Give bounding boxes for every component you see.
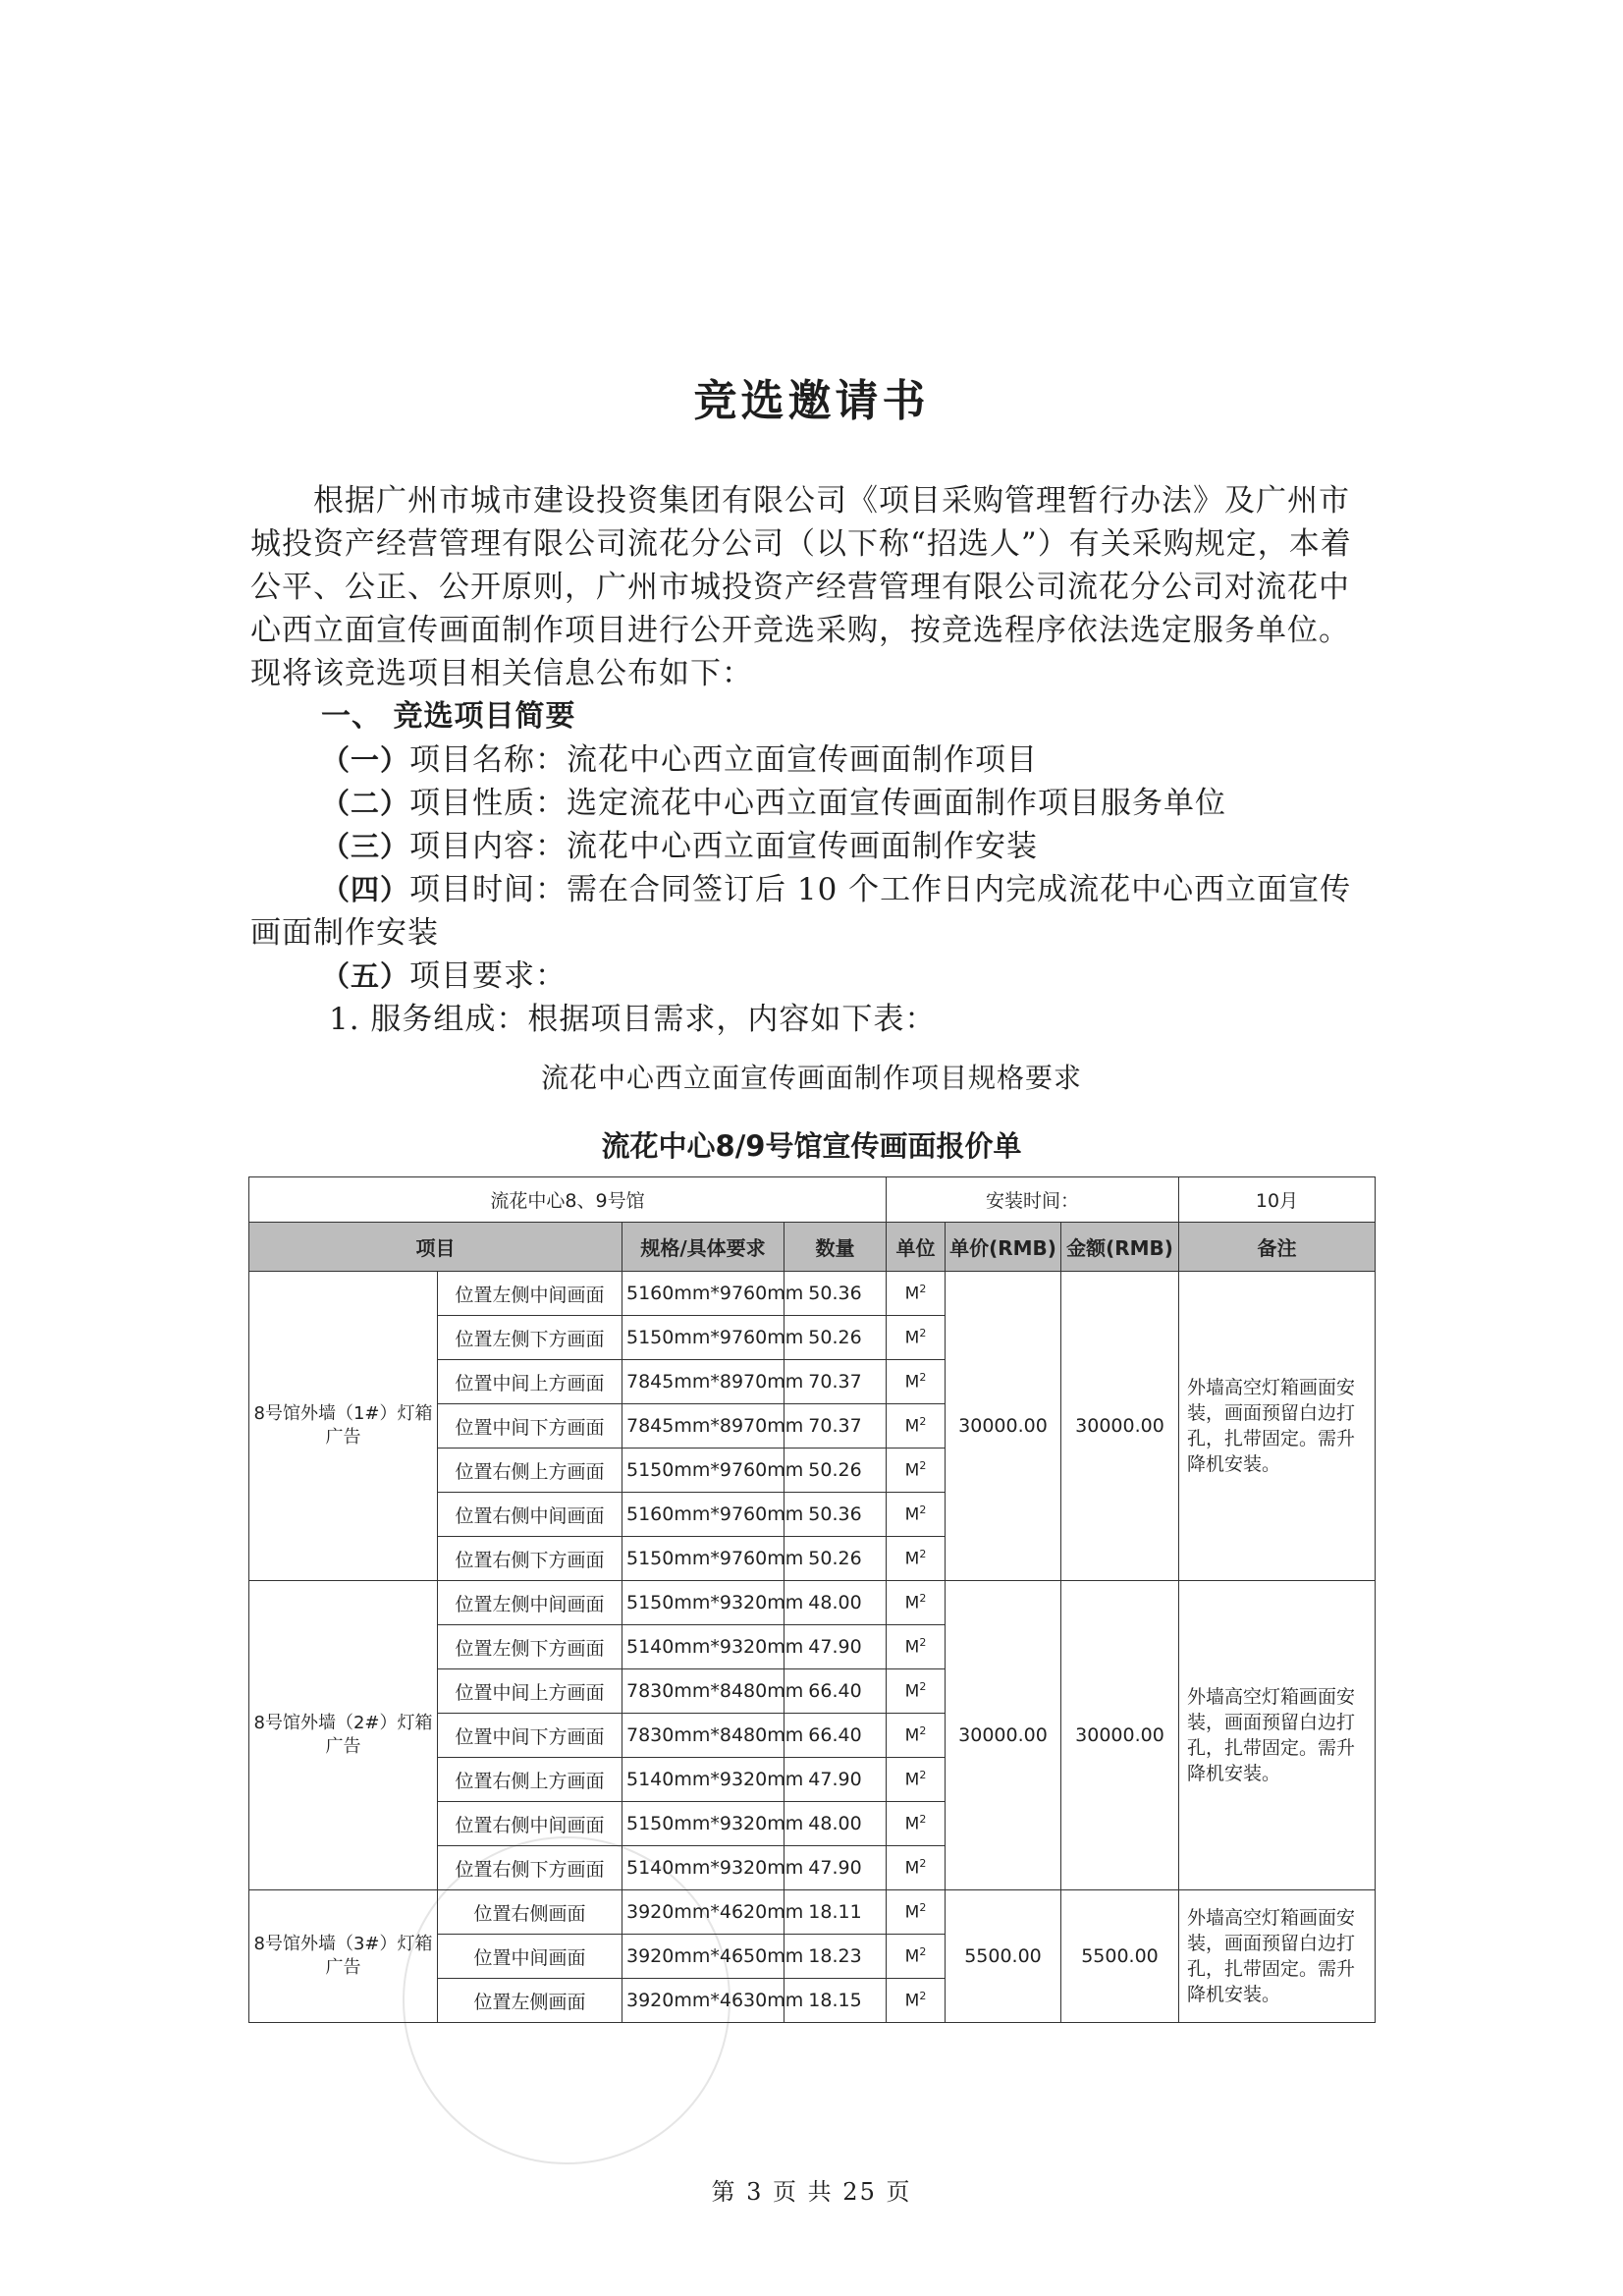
position-cell: 位置右侧中间画面 xyxy=(438,1802,622,1846)
unit-cell xyxy=(887,1802,946,1846)
table-row xyxy=(249,1272,1376,1316)
unit-cell xyxy=(887,1272,946,1316)
remark-cell: 外墙高空灯箱画面安装，画面预留白边打孔，扎带固定。需升降机安装。 xyxy=(1179,1581,1376,1890)
spec-cell: 5150mm*9760mm xyxy=(622,1449,784,1493)
project-item-5 xyxy=(250,955,1380,998)
unit-superscript: 2 xyxy=(919,1990,927,2003)
qty-cell: 47.90 xyxy=(784,1625,887,1669)
unit-superscript: 2 xyxy=(919,1283,927,1296)
price-cell: 30000.00 xyxy=(946,1272,1061,1581)
venue-cell: 流花中心8、9号馆 xyxy=(249,1177,887,1223)
unit-superscript: 2 xyxy=(919,1636,927,1650)
spec-cell: 7830mm*8480mm xyxy=(622,1669,784,1714)
unit-cell xyxy=(887,1625,946,1669)
item-label: （二） xyxy=(321,787,410,820)
position-cell: 位置左侧中间画面 xyxy=(438,1272,622,1316)
unit-cell xyxy=(887,1360,946,1404)
quote-table-title: 流花中心8/9号馆宣传画面报价单 xyxy=(601,1129,1022,1163)
header-price: 单价(RMB) xyxy=(946,1223,1061,1272)
table-row xyxy=(249,1581,1376,1625)
unit-superscript: 2 xyxy=(919,1857,927,1871)
qty-cell: 50.26 xyxy=(784,1449,887,1493)
item-text: 项目要求： xyxy=(409,958,568,994)
qty-cell: 48.00 xyxy=(784,1581,887,1625)
unit-text: M xyxy=(904,1328,920,1348)
item-text: 项目时间：需在合同签订后 10 个工作日内完成流花中心西立面宣传画面制作安装 xyxy=(250,872,1352,951)
unit-text: M xyxy=(904,1416,920,1437)
spec-cell: 7845mm*8970mm xyxy=(622,1404,784,1449)
qty-cell: 70.37 xyxy=(784,1360,887,1404)
spec-cell: 3920mm*4620mm xyxy=(622,1890,784,1935)
unit-text: M xyxy=(904,1284,920,1304)
spec-cell: 7830mm*8480mm xyxy=(622,1714,784,1758)
project-item-1 xyxy=(250,738,1380,782)
qty-cell: 50.36 xyxy=(784,1272,887,1316)
document-body xyxy=(250,479,1380,1041)
qty-cell: 70.37 xyxy=(784,1404,887,1449)
unit-text: M xyxy=(904,1372,920,1393)
unit-superscript: 2 xyxy=(919,1459,927,1473)
header-item: 项目 xyxy=(249,1223,622,1272)
unit-text: M xyxy=(904,1593,920,1613)
page-footer: 第 3 页 共 25 页 xyxy=(711,2178,912,2206)
position-cell: 位置右侧中间画面 xyxy=(438,1493,622,1537)
position-cell: 位置中间下方画面 xyxy=(438,1714,622,1758)
spec-cell: 5140mm*9320mm xyxy=(622,1846,784,1890)
position-cell: 位置右侧上方画面 xyxy=(438,1449,622,1493)
unit-superscript: 2 xyxy=(919,1945,927,1959)
amount-cell: 30000.00 xyxy=(1061,1581,1179,1890)
position-cell: 位置中间上方画面 xyxy=(438,1360,622,1404)
header-unit: 单位 xyxy=(887,1223,946,1272)
unit-cell xyxy=(887,1935,946,1979)
unit-cell xyxy=(887,1890,946,1935)
unit-superscript: 2 xyxy=(919,1901,927,1915)
qty-cell: 50.26 xyxy=(784,1537,887,1581)
position-cell: 位置中间下方画面 xyxy=(438,1404,622,1449)
venue-row xyxy=(249,1177,1376,1223)
spec-cell: 5150mm*9760mm xyxy=(622,1316,784,1360)
unit-cell xyxy=(887,1581,946,1625)
group-name-cell: 8号馆外墙（3#）灯箱广告 xyxy=(249,1890,438,2023)
spec-cell: 5160mm*9760mm xyxy=(622,1493,784,1537)
unit-text: M xyxy=(904,1504,920,1525)
unit-cell xyxy=(887,1979,946,2023)
header-spec: 规格/具体要求 xyxy=(622,1223,784,1272)
group-name-cell: 8号馆外墙（1#）灯箱广告 xyxy=(249,1272,438,1581)
unit-text: M xyxy=(904,1549,920,1569)
qty-cell: 47.90 xyxy=(784,1846,887,1890)
spec-cell: 5150mm*9760mm xyxy=(622,1537,784,1581)
spec-cell: 7845mm*8970mm xyxy=(622,1360,784,1404)
unit-superscript: 2 xyxy=(919,1769,927,1782)
install-time-value: 10月 xyxy=(1179,1177,1376,1223)
install-time-label: 安装时间： xyxy=(887,1177,1179,1223)
unit-text: M xyxy=(904,1858,920,1879)
unit-text: M xyxy=(904,1460,920,1481)
group-name-cell: 8号馆外墙（2#）灯箱广告 xyxy=(249,1581,438,1890)
unit-text: M xyxy=(904,1637,920,1658)
unit-superscript: 2 xyxy=(919,1813,927,1827)
spec-cell: 5150mm*9320mm xyxy=(622,1802,784,1846)
project-item-2 xyxy=(250,782,1380,825)
position-cell: 位置左侧中间画面 xyxy=(438,1581,622,1625)
position-cell: 位置右侧上方画面 xyxy=(438,1758,622,1802)
position-cell: 位置中间画面 xyxy=(438,1935,622,1979)
unit-text: M xyxy=(904,1991,920,2011)
price-cell: 5500.00 xyxy=(946,1890,1061,2023)
unit-superscript: 2 xyxy=(919,1327,927,1340)
item-label: （一） xyxy=(321,743,410,777)
amount-cell: 5500.00 xyxy=(1061,1890,1179,2023)
document-title: 竞选邀请书 xyxy=(693,376,930,426)
unit-text: M xyxy=(904,1770,920,1790)
header-row xyxy=(249,1223,1376,1272)
spec-cell: 5160mm*9760mm xyxy=(622,1272,784,1316)
project-item-3 xyxy=(250,825,1380,868)
amount-cell: 30000.00 xyxy=(1061,1272,1179,1581)
unit-text: M xyxy=(904,1681,920,1702)
header-qty: 数量 xyxy=(784,1223,887,1272)
spec-cell: 5150mm*9320mm xyxy=(622,1581,784,1625)
position-cell: 位置左侧画面 xyxy=(438,1979,622,2023)
qty-cell: 18.15 xyxy=(784,1979,887,2023)
spec-cell: 3920mm*4630mm xyxy=(622,1979,784,2023)
unit-superscript: 2 xyxy=(919,1503,927,1517)
item-label: （四） xyxy=(321,873,410,906)
item-text: 项目性质：选定流花中心西立面宣传画面制作项目服务单位 xyxy=(409,786,1227,821)
table-caption: 流花中心西立面宣传画面制作项目规格要求 xyxy=(540,1062,1082,1094)
spec-cell: 3920mm*4650mm xyxy=(622,1935,784,1979)
service-composition: 1. 服务组成：根据项目需求，内容如下表： xyxy=(329,1002,937,1037)
qty-cell: 18.23 xyxy=(784,1935,887,1979)
qty-cell: 50.26 xyxy=(784,1316,887,1360)
unit-superscript: 2 xyxy=(919,1592,927,1606)
table-row xyxy=(249,1890,1376,1935)
spec-cell: 5140mm*9320mm xyxy=(622,1758,784,1802)
unit-superscript: 2 xyxy=(919,1415,927,1429)
unit-text: M xyxy=(904,1814,920,1834)
spec-cell: 5140mm*9320mm xyxy=(622,1625,784,1669)
unit-cell xyxy=(887,1669,946,1714)
qty-cell: 18.11 xyxy=(784,1890,887,1935)
unit-text: M xyxy=(904,1902,920,1923)
qty-cell: 48.00 xyxy=(784,1802,887,1846)
position-cell: 位置右侧画面 xyxy=(438,1890,622,1935)
unit-superscript: 2 xyxy=(919,1724,927,1738)
remark-cell: 外墙高空灯箱画面安装，画面预留白边打孔，扎带固定。需升降机安装。 xyxy=(1179,1272,1376,1581)
unit-cell xyxy=(887,1537,946,1581)
unit-cell xyxy=(887,1714,946,1758)
price-cell: 30000.00 xyxy=(946,1581,1061,1890)
remark-cell: 外墙高空灯箱画面安装，画面预留白边打孔，扎带固定。需升降机安装。 xyxy=(1179,1890,1376,2023)
position-cell: 位置左侧下方画面 xyxy=(438,1625,622,1669)
qty-cell: 47.90 xyxy=(784,1758,887,1802)
position-cell: 位置中间上方画面 xyxy=(438,1669,622,1714)
qty-cell: 50.36 xyxy=(784,1493,887,1537)
unit-text: M xyxy=(904,1946,920,1967)
unit-superscript: 2 xyxy=(919,1680,927,1694)
project-item-4 xyxy=(250,868,1380,955)
unit-cell xyxy=(887,1404,946,1449)
unit-cell xyxy=(887,1758,946,1802)
qty-cell: 66.40 xyxy=(784,1714,887,1758)
qty-cell: 66.40 xyxy=(784,1669,887,1714)
position-cell: 位置右侧下方画面 xyxy=(438,1537,622,1581)
item-text: 项目名称：流花中心西立面宣传画面制作项目 xyxy=(409,742,1039,778)
unit-cell xyxy=(887,1846,946,1890)
quote-table xyxy=(248,1176,1376,2023)
unit-cell xyxy=(887,1449,946,1493)
item-label: （五） xyxy=(321,959,410,993)
unit-superscript: 2 xyxy=(919,1548,927,1561)
header-amount: 金额(RMB) xyxy=(1061,1223,1179,1272)
unit-cell xyxy=(887,1316,946,1360)
header-remark: 备注 xyxy=(1179,1223,1376,1272)
position-cell: 位置右侧下方画面 xyxy=(438,1846,622,1890)
unit-text: M xyxy=(904,1725,920,1746)
unit-superscript: 2 xyxy=(919,1371,927,1385)
intro-paragraph: 根据广州市城市建设投资集团有限公司《项目采购管理暂行办法》及广州市城投资产经营管理有限公司流花分公司（以下称“招选人”）有关采购规定，本着公平、公正、公开原则，广州市城投资产经营管理有限公司流花分公司对流花中心西立面宣传画面制作项目进行公开竞选采购，按竞选程序依法选定服务单位。现将该竞选项目相关信息公布如下： xyxy=(250,483,1352,691)
section-heading: 一、 竞选项目简要 xyxy=(321,699,576,734)
position-cell: 位置左侧下方画面 xyxy=(438,1316,622,1360)
unit-cell xyxy=(887,1493,946,1537)
item-text: 项目内容：流花中心西立面宣传画面制作安装 xyxy=(409,829,1039,864)
item-label: （三） xyxy=(321,830,410,863)
